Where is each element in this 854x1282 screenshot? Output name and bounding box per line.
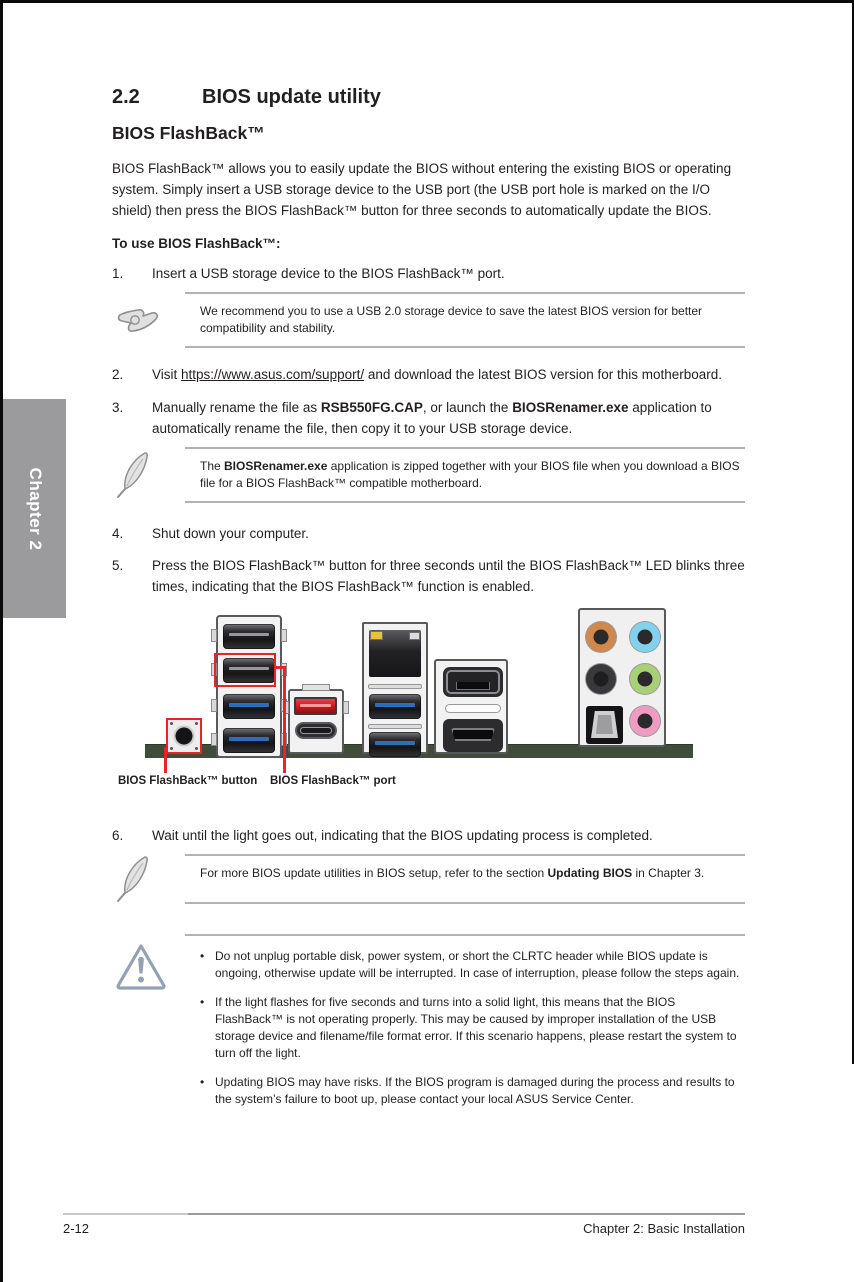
step-item-4 — [112, 523, 745, 544]
audio-jack-black — [586, 664, 616, 694]
step-number: 1. — [112, 266, 124, 281]
page-footer — [63, 1221, 745, 1236]
lan-led-yellow — [370, 631, 383, 640]
usb32-gen2-red-port — [294, 697, 337, 715]
bullet-glyph: • — [200, 1075, 205, 1089]
audio-jack-orange — [586, 622, 616, 652]
note-box — [112, 292, 745, 348]
rear-io-diagram — [112, 605, 745, 797]
feature-heading: BIOS FlashBack™ — [112, 123, 265, 143]
usb2-port — [223, 624, 275, 649]
note-box — [112, 854, 745, 904]
usb3-port — [223, 694, 275, 719]
audio-jack-pink — [630, 706, 660, 736]
step-number: 5. — [112, 558, 124, 573]
note-text: We recommend you to use a USB 2.0 storage device to save the latest BIOS version for better compatibility and stability. — [185, 292, 745, 348]
usb3-port — [223, 728, 275, 753]
lan-led-gray — [409, 632, 420, 640]
page-number: 2-12 — [63, 1221, 90, 1236]
caution-box — [112, 934, 745, 1122]
ethernet-port — [369, 630, 421, 677]
step-item-5 — [112, 555, 745, 597]
step-item-3 — [112, 397, 745, 439]
caution-bullet: • Updating BIOS may have risks. If the BIOS program is damaged during the process and results to the system’s failure to boot up, please contact your local ASUS Service Center. — [200, 1075, 735, 1106]
warning-triangle-icon — [112, 934, 185, 1122]
step-item-1 — [112, 263, 745, 284]
note-text: For more BIOS update utilities in BIOS setup, refer to the section Updating BIOS in Chapter 3. — [185, 854, 745, 904]
step-text: Visit https://www.asus.com/support/ and download the latest BIOS version for this motherboard. — [152, 367, 723, 382]
step-text: Manually rename the file as RSB550FG.CAP, or launch the BIOSRenamer.exe application to automatically rename the file, then copy it to your USB storage device. — [152, 400, 712, 436]
chapter-side-tab — [3, 399, 66, 618]
step-number: 6. — [112, 828, 124, 843]
step-item-2 — [112, 364, 745, 385]
step-item-6 — [112, 825, 745, 846]
step-text: Insert a USB storage device to the BIOS FlashBack™ port. — [152, 266, 505, 281]
caution-text — [185, 934, 745, 1122]
flashback-port-label: BIOS FlashBack™ port — [270, 775, 396, 787]
step-text: Shut down your computer. — [152, 526, 309, 541]
usb-c-block — [288, 689, 344, 754]
displayport-port — [443, 667, 503, 697]
caution-bullet: • If the light flashes for five seconds and turns into a solid light, this means that the BIOS FlashBack™ is not operating properly. This may be caused by improper installation of the USB storage device and filename/file format error. If this scenario happens, please restart the system to turn off the light. — [200, 995, 737, 1060]
hdmi-port — [443, 719, 503, 752]
note-text: The BIOSRenamer.exe application is zipped together with your BIOS file when you download a BIOS file for a BIOS FlashBack™ compatible motherboard. — [185, 447, 745, 503]
flashback-button-label: BIOS FlashBack™ button — [118, 775, 258, 787]
section-number: 2.2 — [112, 86, 140, 108]
footer-divider — [63, 1213, 745, 1215]
usb3-port — [369, 694, 421, 719]
step-number: 2. — [112, 367, 124, 382]
button-cap — [176, 728, 193, 745]
audio-jack-green — [630, 664, 660, 694]
optical-spdif-port — [586, 706, 623, 744]
bios-flashback-button — [166, 718, 202, 754]
page-content — [112, 0, 745, 1122]
feather-icon — [112, 854, 185, 904]
step-text: Wait until the light goes out, indicating that the BIOS updating process is completed. — [152, 828, 653, 843]
display-output-block — [434, 659, 508, 754]
page-border-top — [0, 0, 854, 3]
footer-chapter-title: Chapter 2: Basic Installation — [583, 1221, 745, 1236]
step-number: 4. — [112, 526, 124, 541]
hand-icon — [112, 292, 185, 348]
bullet-glyph: • — [200, 949, 205, 963]
note-box — [112, 447, 745, 503]
button-leader-line — [164, 747, 167, 773]
section-title: BIOS update utility — [202, 86, 381, 108]
port-leader-line — [283, 666, 286, 773]
feather-icon — [112, 447, 185, 503]
procedure-heading: To use BIOS FlashBack™: — [112, 236, 281, 251]
audio-jack-light-blue — [630, 622, 660, 652]
support-url-link[interactable]: https://www.asus.com/support/ — [181, 367, 365, 382]
flashback-port-highlight — [214, 653, 276, 687]
chapter-tab-label: Chapter 2 — [25, 467, 45, 550]
usb3-port — [369, 732, 421, 757]
step-text: Press the BIOS FlashBack™ button for three seconds until the BIOS FlashBack™ LED blinks three times, indicating that the BIOS FlashBack™ function is enabled. — [152, 558, 745, 594]
audio-jack-block — [578, 608, 666, 747]
usb-type-c-port — [295, 722, 337, 739]
intro-paragraph: BIOS FlashBack™ allows you to easily update the BIOS without entering the existing BIOS or operating system. Simply insert a USB storage device to the USB port (the USB port hole is marked on the I/O shield) then press the BIOS FlashBack™ button for three seconds to automatically update the BIOS. — [112, 161, 732, 218]
section-heading — [112, 0, 745, 109]
bullet-glyph: • — [200, 995, 205, 1009]
caution-bullet: • Do not unplug portable disk, power system, or short the CLRTC header while BIOS update is ongoing, otherwise update will be interrupted. In case of interruption, please follow the steps again. — [200, 949, 740, 980]
step-number: 3. — [112, 400, 124, 415]
page-border-left — [0, 0, 3, 1282]
lan-usb-block — [362, 622, 428, 754]
